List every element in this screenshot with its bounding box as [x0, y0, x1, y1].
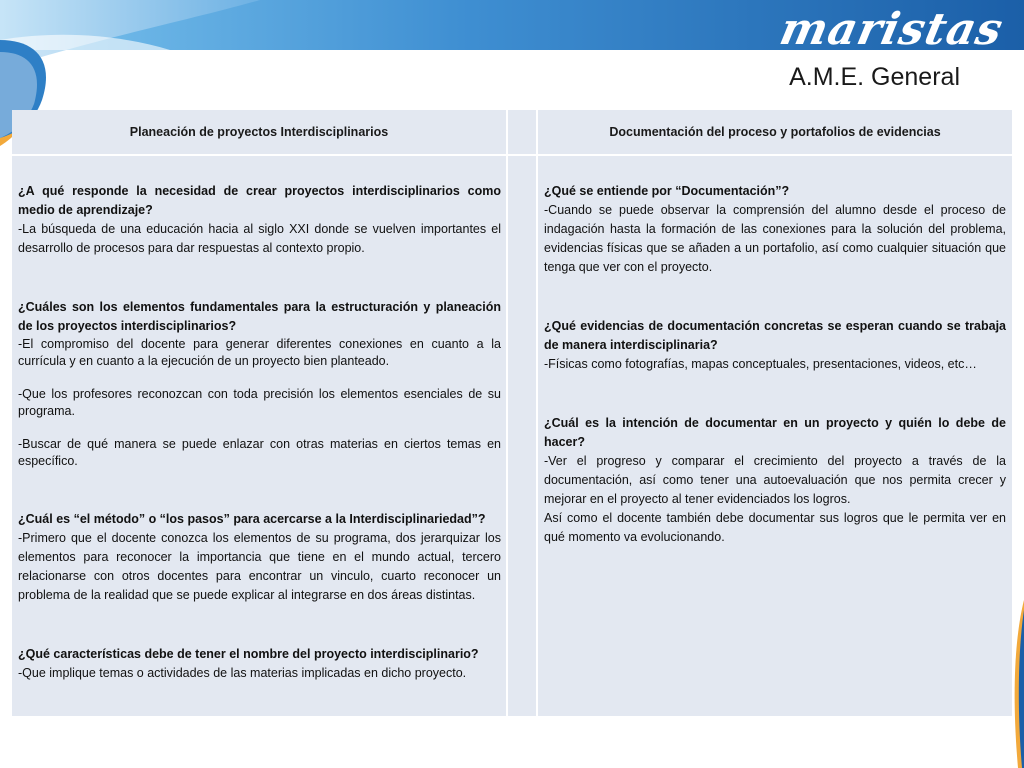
left-column	[18, 156, 501, 683]
answer: -Primero que el docente conozca los elementos de su programa, dos jerarquizar los elementos para reconocer la importancia que tiene en el mundo actual, tercero relacionarse con otros docentes para encontrar un vinculo, cuarto reconocer un problema de la realidad que se puede explicar al integrarse en dos áreas distintas.	[18, 531, 501, 602]
maristas-logo: maristas	[775, 4, 1008, 55]
column-divider	[506, 110, 508, 716]
page-title: A.M.E. General	[789, 63, 960, 91]
question: ¿Qué características debe de tener el nombre del proyecto interdisciplinario?	[18, 647, 479, 661]
question: ¿A qué responde la necesidad de crear proyectos interdisciplinarios como medio de aprendizaje?	[18, 184, 501, 217]
question: ¿Cuál es “el método” o “los pasos” para acercarse a la Interdisciplinariedad”?	[18, 512, 486, 526]
answer: -La búsqueda de una educación hacia al siglo XXI donde se vuelven importantes el desarrollo de procesos para dar respuestas al contexto propio.	[18, 222, 501, 255]
answer: -El compromiso del docente para generar diferentes conexiones en cuanto a la currícula y en cuanto a la ejecución de un proyecto bien planteado.	[18, 337, 501, 368]
answer: -Físicas como fotografías, mapas conceptuales, presentaciones, videos, etc…	[544, 357, 977, 371]
answer: Así como el docente también debe documentar sus logros que le permita ver en qué momento va evolucionando.	[544, 511, 1006, 544]
question: ¿Qué evidencias de documentación concretas se esperan cuando se trabaja de manera interdisciplinaria?	[544, 319, 1006, 352]
right-column	[544, 156, 1006, 547]
left-column-header: Planeación de proyectos Interdisciplinarios	[129, 125, 389, 139]
answer: -Cuando se puede observar la comprensión del alumno desde el proceso de indagación hasta la formación de las conexiones para la solución del problema, evidencias físicas que se añaden a un portafolio, así como cualquier situación que tenga que ver con el proyecto.	[544, 203, 1006, 274]
question: ¿Cuál es la intención de documentar en un proyecto y quién lo debe de hacer?	[544, 416, 1006, 449]
comparison-table	[12, 110, 1012, 716]
right-column-header: Documentación del proceso y portafolios de evidencias	[609, 125, 941, 139]
question: ¿Qué se entiende por “Documentación”?	[544, 184, 790, 198]
answer: -Buscar de qué manera se puede enlazar con otras materias en ciertos temas en específico.	[18, 437, 501, 468]
question: ¿Cuáles son los elementos fundamentales para la estructuración y planeación de los proyectos interdisciplinarios?	[18, 300, 501, 333]
answer: -Que los profesores reconozcan con toda precisión los elementos esenciales de su programa.	[18, 387, 501, 418]
column-divider	[536, 110, 538, 716]
answer: -Ver el progreso y comparar el crecimiento del proyecto a través de la documentación, así como tener una autoevaluación que nos permita crecer y mejorar en el proyecto al tener evidenciados los logros.	[544, 454, 1006, 506]
answer: -Que implique temas o actividades de las materias implicadas en dicho proyecto.	[18, 666, 467, 680]
